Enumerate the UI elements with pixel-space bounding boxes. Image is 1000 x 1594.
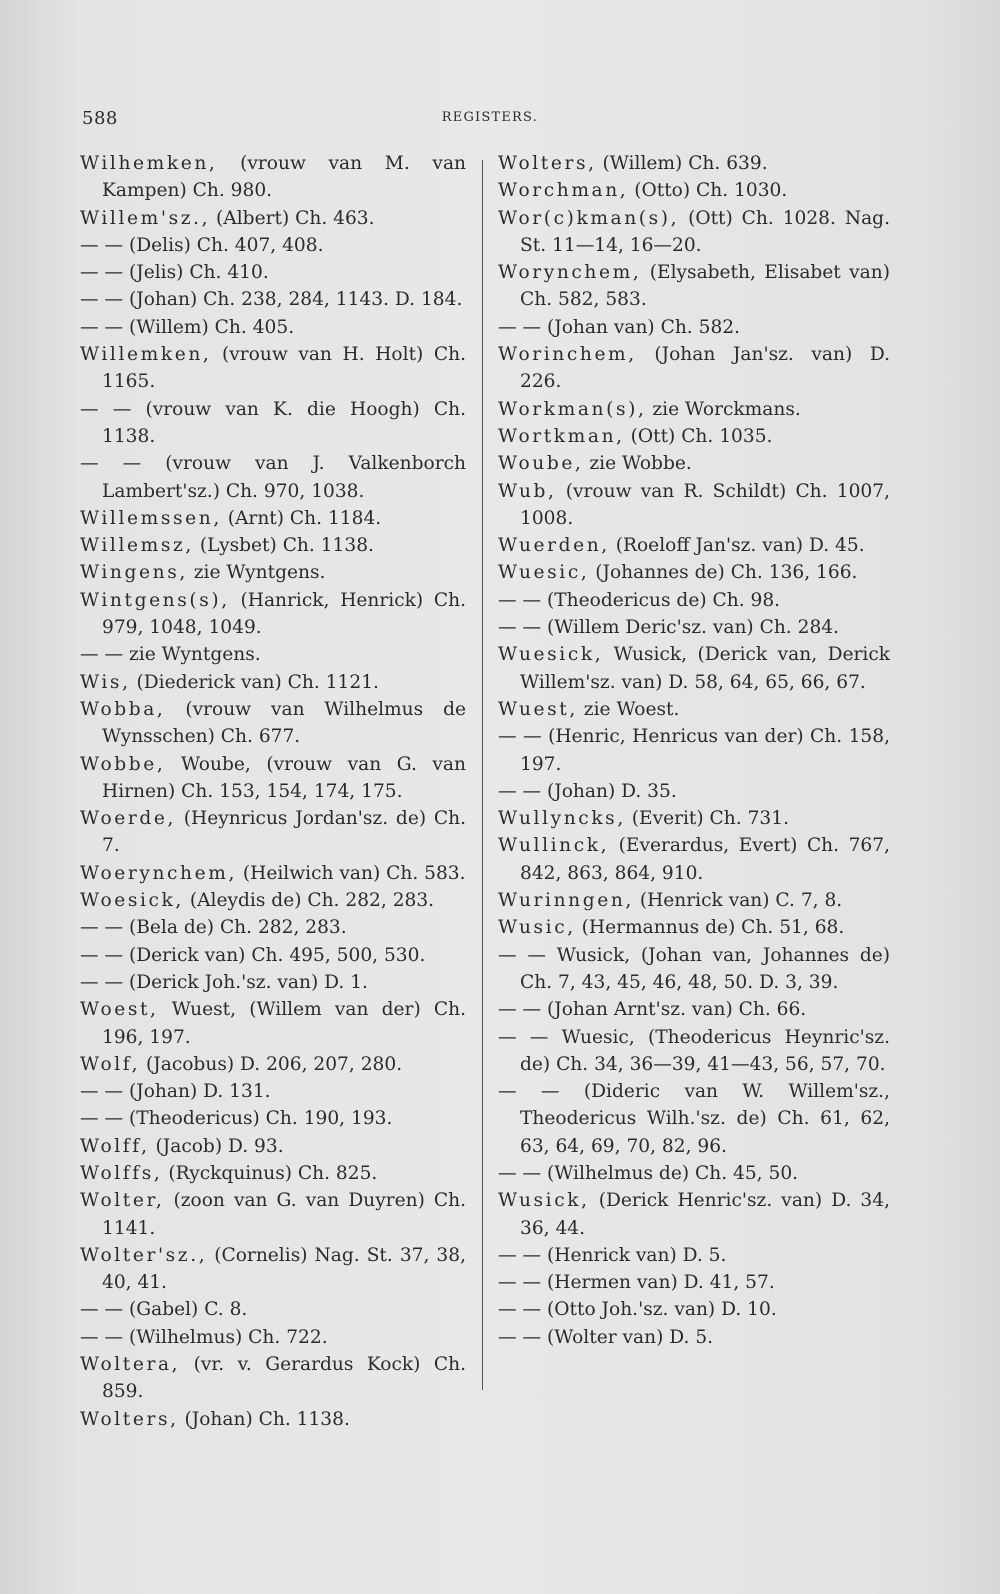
entry-text: — — (Johan Arnt'sz. van) Ch. 66. xyxy=(498,999,807,1021)
entry-headword: Worinchem, xyxy=(498,344,637,366)
index-entry xyxy=(498,1078,890,1160)
page-number: 588 xyxy=(82,108,118,129)
entry-text: — — (Jelis) Ch. 410. xyxy=(80,262,269,284)
index-entry xyxy=(80,450,466,505)
entry-text: (Derick Henric'sz. van) D. 34, 36, 44. xyxy=(520,1190,890,1239)
index-entry xyxy=(498,587,890,614)
entry-text: — — zie Wyntgens. xyxy=(80,644,261,666)
entry-text: (Jacob) D. 93. xyxy=(149,1135,284,1157)
entry-text: zie Wobbe. xyxy=(583,453,692,475)
entry-text: (vrouw van R. Schildt) Ch. 1007, 1008. xyxy=(520,480,890,529)
entry-text: — — (vrouw van K. die Hoogh) Ch. 1138. xyxy=(80,398,466,447)
entry-headword: Willemsz, xyxy=(80,535,194,557)
entry-text: — — (Johan) Ch. 238, 284, 1143. D. 184. xyxy=(80,289,463,311)
entry-text: (Ott) Ch. 1028. Nag. St. 11—14, 16—20. xyxy=(520,207,890,256)
index-entry xyxy=(498,559,890,586)
entry-headword: Wuest, xyxy=(498,698,578,720)
entry-headword: Wobbe, xyxy=(80,753,166,775)
entry-headword: Wolff, xyxy=(80,1135,150,1157)
page-header xyxy=(82,108,538,134)
entry-text: (Ott) Ch. 1035. xyxy=(624,425,773,447)
entry-text: (Everardus, Evert) Ch. 767, 842, 863, 864, 910. xyxy=(520,835,890,884)
entry-text: (Arnt) Ch. 1184. xyxy=(221,507,382,529)
entry-headword: Wolter, xyxy=(80,1190,165,1212)
entry-text: (Willem) Ch. 639. xyxy=(596,153,768,174)
entry-headword: Workman(s), xyxy=(498,398,647,420)
entry-text: — — (Gabel) C. 8. xyxy=(80,1299,248,1321)
entry-text: — — (vrouw van J. Valkenborch Lambert'sz.) Ch. 970, 1038. xyxy=(80,453,466,502)
index-entry xyxy=(498,832,890,887)
index-entry xyxy=(80,205,466,232)
entry-text: — — (Hermen van) D. 41, 57. xyxy=(498,1272,775,1294)
index-entry xyxy=(80,1324,466,1351)
entry-headword: Wilhemken, xyxy=(80,153,218,174)
entry-headword: Wusick, xyxy=(498,1190,590,1212)
entry-text: (Johan Jan'sz. van) D. 226. xyxy=(520,344,890,393)
entry-text: Woube, (vrouw van G. van Hirnen) Ch. 153, 154, 174, 175. xyxy=(102,753,466,802)
index-entry xyxy=(498,942,890,997)
entry-text: — — (Wilhelmus) Ch. 722. xyxy=(80,1326,328,1348)
index-entry xyxy=(498,150,890,177)
index-entry xyxy=(80,996,466,1051)
index-entry xyxy=(80,587,466,642)
index-entry xyxy=(80,1296,466,1323)
entry-text: (vrouw van H. Holt) Ch. 1165. xyxy=(102,344,466,393)
index-entry xyxy=(80,887,466,914)
entry-text: (Everit) Ch. 731. xyxy=(625,808,789,830)
index-entry xyxy=(80,1105,466,1132)
entry-headword: Willem'sz., xyxy=(80,207,211,229)
index-entry xyxy=(80,1242,466,1297)
entry-text: Wuest, (Willem van der) Ch. 196, 197. xyxy=(102,999,466,1048)
entry-headword: Wullyncks, xyxy=(498,808,626,830)
entry-headword: Woube, xyxy=(498,453,584,475)
index-entry xyxy=(498,341,890,396)
index-entry xyxy=(498,1324,890,1351)
index-entry xyxy=(80,505,466,532)
entry-text: (vrouw van Wilhelmus de Wynsschen) Ch. 677. xyxy=(102,698,466,748)
entry-text: — — (Willem) Ch. 405. xyxy=(80,316,295,338)
index-entry xyxy=(80,396,466,451)
entry-headword: Wuesick, xyxy=(498,644,604,666)
entry-headword: Wub, xyxy=(498,480,557,502)
index-entry xyxy=(498,1269,890,1296)
entry-text: — — (Bela de) Ch. 282, 283. xyxy=(80,917,347,939)
entry-text: — — Wusick, (Johan van, Johannes de) Ch. 7, 43, 45, 46, 48, 50. D. 3, 39. xyxy=(498,944,890,993)
index-entry xyxy=(498,1187,890,1242)
entry-text: (Aleydis de) Ch. 282, 283. xyxy=(183,890,435,912)
index-entry xyxy=(498,778,890,805)
left-column xyxy=(80,150,466,1433)
entry-headword: Wusic, xyxy=(498,917,576,939)
entry-headword: Wolffs, xyxy=(80,1162,163,1184)
entry-text: — — Wuesic, (Theodericus Heynric'sz. de) Ch. 34, 36—39, 41—43, 56, 57, 70. xyxy=(498,1026,890,1075)
index-entry xyxy=(498,396,890,423)
entry-headword: Wolters, xyxy=(80,1408,179,1430)
right-column xyxy=(498,150,890,1351)
entry-text: — — (Wilhelmus de) Ch. 45, 50. xyxy=(498,1162,799,1184)
entry-text: (Albert) Ch. 463. xyxy=(210,207,375,229)
entry-text: (Jacobus) D. 206, 207, 280. xyxy=(140,1053,403,1075)
column-divider xyxy=(482,160,483,1390)
entry-text: — — (Derick Joh.'sz. van) D. 1. xyxy=(80,971,368,993)
entry-headword: Wobba, xyxy=(80,698,166,720)
index-entry xyxy=(80,1187,466,1242)
entry-text: — — (Henric, Henricus van der) Ch. 158, 197. xyxy=(498,726,890,775)
entry-text: (Heynricus Jordan'sz. de) Ch. 7. xyxy=(102,808,466,857)
entry-text: (Otto) Ch. 1030. xyxy=(628,180,788,202)
index-entry xyxy=(80,860,466,887)
index-entry xyxy=(498,532,890,559)
index-entry xyxy=(498,205,890,260)
entry-text: (zoon van G. van Duyren) Ch. 1141. xyxy=(102,1190,466,1239)
running-head: REGISTERS. xyxy=(441,110,538,125)
entry-headword: Woest, xyxy=(80,999,159,1021)
entry-text: (Hanrick, Henrick) Ch. 979, 1048, 1049. xyxy=(102,589,466,639)
index-entry xyxy=(498,887,890,914)
index-entry xyxy=(80,1351,466,1406)
entry-headword: Willemssen, xyxy=(80,507,222,529)
entry-text: — — (Delis) Ch. 407, 408. xyxy=(80,234,324,256)
entry-headword: Wis, xyxy=(80,671,131,693)
index-entry xyxy=(80,1133,466,1160)
entry-headword: Woerynchem, xyxy=(80,862,237,884)
index-entry xyxy=(80,805,466,860)
entry-text: (Cornelis) Nag. St. 37, 38, 40, 41. xyxy=(102,1244,466,1294)
entry-text: (Johan) Ch. 1138. xyxy=(178,1408,350,1430)
entry-text: (Henrick van) C. 7, 8. xyxy=(633,890,843,912)
entry-text: — — (Johan) D. 35. xyxy=(498,780,677,802)
entry-text: — — (Derick van) Ch. 495, 500, 530. xyxy=(80,944,426,966)
index-entry xyxy=(80,942,466,969)
index-entry xyxy=(80,1406,466,1433)
entry-headword: Woerde, xyxy=(80,808,176,830)
index-entry xyxy=(80,1078,466,1105)
entry-headword: Wolters, xyxy=(498,153,597,174)
entry-text: — — (Wolter van) D. 5. xyxy=(498,1326,714,1348)
index-entry xyxy=(80,1051,466,1078)
entry-headword: Willemken, xyxy=(80,344,212,366)
index-entry xyxy=(80,696,466,751)
entry-text: (vrouw van M. van Kampen) Ch. 980. xyxy=(102,153,466,202)
index-entry xyxy=(498,478,890,533)
entry-text: — — (Theodericus) Ch. 190, 193. xyxy=(80,1108,393,1130)
entry-text: — — (Henrick van) D. 5. xyxy=(498,1244,727,1266)
entry-text: zie Wyntgens. xyxy=(187,562,326,584)
entry-text: zie Worckmans. xyxy=(646,398,801,420)
entry-headword: Wolter'sz., xyxy=(80,1244,208,1266)
index-entry xyxy=(498,723,890,778)
entry-text: — — (Willem Deric'sz. van) Ch. 284. xyxy=(498,617,840,639)
entry-headword: Worynchem, xyxy=(498,262,642,284)
entry-headword: Wor(c)kman(s), xyxy=(498,207,680,229)
entry-text: (Ryckquinus) Ch. 825. xyxy=(162,1162,378,1184)
index-entry xyxy=(80,341,466,396)
index-entry xyxy=(80,532,466,559)
entry-text: zie Woest. xyxy=(577,698,680,720)
index-entry xyxy=(498,696,890,723)
entry-text: Wusick, (Derick van, Derick Willem'sz. van) D. 58, 64, 65, 66, 67. xyxy=(520,644,890,693)
index-entry xyxy=(498,259,890,314)
index-entry xyxy=(80,641,466,668)
index-entry xyxy=(498,1160,890,1187)
index-entry xyxy=(498,641,890,696)
entry-headword: Wuerden, xyxy=(498,535,610,557)
index-entry xyxy=(498,996,890,1023)
index-entry xyxy=(498,423,890,450)
entry-text: (Hermannus de) Ch. 51, 68. xyxy=(575,917,845,939)
entry-headword: Wuesic, xyxy=(498,562,590,584)
index-entry xyxy=(80,669,466,696)
entry-headword: Wintgens(s), xyxy=(80,589,230,611)
entry-headword: Wullinck, xyxy=(498,835,610,857)
index-entry xyxy=(80,914,466,941)
entry-text: (Roeloff Jan'sz. van) D. 45. xyxy=(609,535,865,557)
index-entry xyxy=(80,232,466,259)
entry-headword: Wingens, xyxy=(80,562,188,584)
entry-text: (Elysabeth, Elisabet van) Ch. 582, 583. xyxy=(520,262,890,311)
index-entry xyxy=(80,559,466,586)
entry-text: — — (Johan) D. 131. xyxy=(80,1081,271,1103)
entry-text: (Heilwich van) Ch. 583. xyxy=(236,862,466,884)
entry-text: — — (Theodericus de) Ch. 98. xyxy=(498,589,781,611)
entry-text: — — (Dideric van W. Willem'sz., Theodericus Wilh.'sz. de) Ch. 61, 62, 63, 64, 69, 70, 82, 96. xyxy=(498,1081,890,1157)
index-entry xyxy=(80,314,466,341)
index-entry xyxy=(80,150,466,205)
index-entry xyxy=(498,805,890,832)
entry-text: — — (Johan van) Ch. 582. xyxy=(498,316,741,338)
index-entry xyxy=(80,286,466,313)
entry-text: — — (Otto Joh.'sz. van) D. 10. xyxy=(498,1299,777,1321)
entry-text: (Lysbet) Ch. 1138. xyxy=(193,535,374,557)
index-entry xyxy=(80,751,466,806)
entry-headword: Woesick, xyxy=(80,890,184,912)
entry-headword: Worchman, xyxy=(498,180,629,202)
index-entry xyxy=(498,614,890,641)
entry-headword: Wolf, xyxy=(80,1053,141,1075)
index-entry xyxy=(498,177,890,204)
index-entry xyxy=(498,450,890,477)
index-entry xyxy=(498,1242,890,1269)
index-entry xyxy=(498,914,890,941)
entry-headword: Wurinngen, xyxy=(498,890,634,912)
entry-headword: Wortkman, xyxy=(498,425,625,447)
entry-headword: Woltera, xyxy=(80,1354,181,1376)
index-entry xyxy=(80,1160,466,1187)
entry-text: (Diederick van) Ch. 1121. xyxy=(130,671,379,693)
index-entry xyxy=(498,1024,890,1079)
index-entry xyxy=(80,259,466,286)
entry-text: (vr. v. Gerardus Kock) Ch. 859. xyxy=(102,1354,466,1403)
index-entry xyxy=(498,314,890,341)
entry-text: (Johannes de) Ch. 136, 166. xyxy=(589,562,858,584)
index-entry xyxy=(80,969,466,996)
index-entry xyxy=(498,1296,890,1323)
